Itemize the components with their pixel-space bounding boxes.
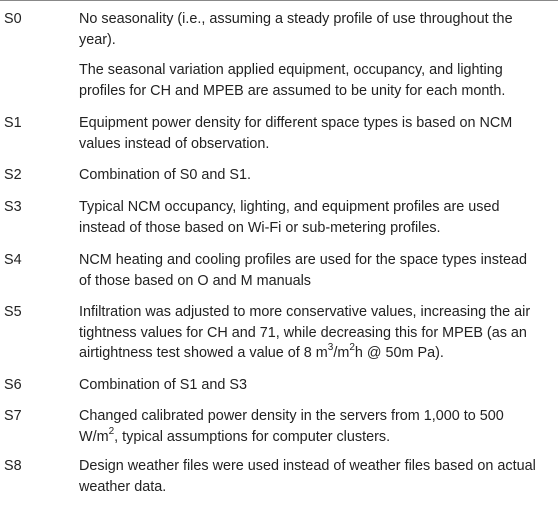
description-line: of those based on O and M manuals	[79, 272, 311, 289]
description-line: $W/m^2$, typical assumptions for computer clusters.	[79, 425, 391, 445]
description-line: Equipment power density for different space types is based on NCM	[79, 115, 513, 131]
scenario-description	[79, 9, 553, 101]
description-line: Typical NCM occupancy, lighting, and equipment profiles are used	[79, 199, 500, 215]
scenario-code: S2	[4, 167, 22, 183]
scenario-code: S1	[4, 115, 22, 131]
description-line: instead of those based on Wi-Fi or sub-metering profiles.	[79, 219, 441, 236]
description-note-line: The seasonal variation applied equipment, occupancy, and lighting	[79, 62, 503, 78]
description-line: Changed calibrated power density in the servers from 1,000 to 500	[79, 408, 504, 424]
scenario-code: S8	[4, 458, 22, 474]
scenario-description	[79, 250, 553, 291]
description-line: airtightness test showed a value of 8 $m^3/m^2h$ @ 50m Pa).	[79, 342, 444, 361]
description-line: Combination of S1 and S3	[79, 377, 248, 393]
description-line: weather data.	[79, 478, 167, 495]
scenario-code: S0	[4, 11, 22, 27]
scenario-code: S7	[4, 408, 22, 424]
scenario-description	[79, 302, 553, 364]
description-line: Combination of S0 and S1.	[79, 167, 251, 183]
scenario-description	[79, 375, 553, 396]
scenario-code: S6	[4, 377, 22, 393]
description-line: tightness values for CH and 71, while decreasing this for MPEB (as an	[79, 324, 527, 341]
scenario-description	[79, 197, 553, 238]
description-line: Design weather files were used instead of weather files based on actual	[79, 458, 536, 474]
description-line: year).	[79, 31, 116, 48]
scenario-code: S4	[4, 252, 22, 268]
scenario-description	[79, 113, 553, 154]
description-line: NCM heating and cooling profiles are used for the space types instead	[79, 252, 527, 268]
scenario-description	[79, 456, 553, 497]
description-line: Infiltration was adjusted to more conservative values, increasing the air	[79, 304, 531, 320]
description-note-line: profiles for CH and MPEB are assumed to be unity for each month.	[79, 82, 506, 99]
top-rule	[0, 0, 558, 1]
scenario-description	[79, 165, 553, 186]
scenario-code: S5	[4, 304, 22, 320]
scenario-code: S3	[4, 199, 22, 215]
description-line: values instead of observation.	[79, 135, 270, 152]
description-line: No seasonality (i.e., assuming a steady profile of use throughout the	[79, 11, 513, 27]
scenario-description	[79, 406, 553, 447]
